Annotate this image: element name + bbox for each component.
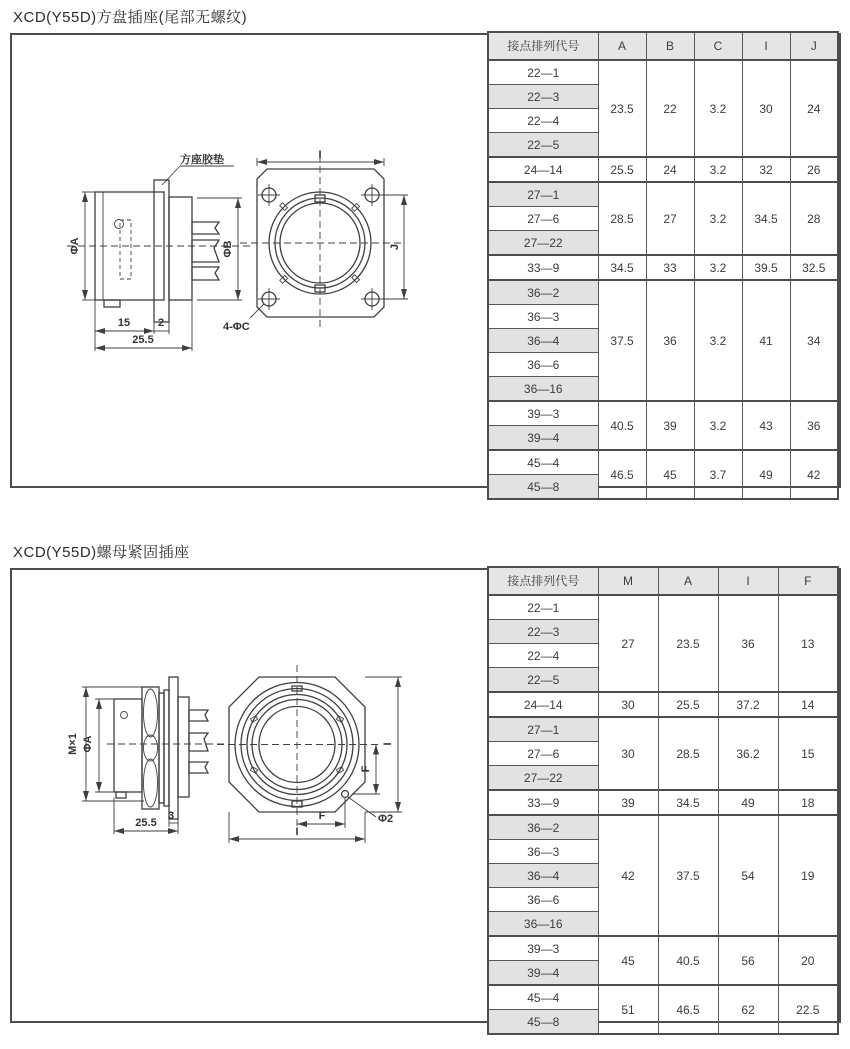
table-row [488, 60, 838, 85]
value-cell: 39 [646, 401, 694, 450]
value-cell: 45 [598, 936, 658, 985]
code-cell: 27—22 [488, 766, 598, 791]
dim-label-3: 3 [167, 810, 175, 822]
value-cell: 37.2 [718, 692, 778, 717]
code-cell: 36—4 [488, 864, 598, 888]
value-cell: 43 [742, 401, 790, 450]
value-cell: 40.5 [658, 936, 718, 985]
value-cell: 3.2 [694, 280, 742, 401]
code-cell: 22—3 [488, 85, 598, 109]
code-cell: 36—16 [488, 377, 598, 402]
value-cell: 46.5 [658, 985, 718, 1034]
table-row [488, 985, 838, 1010]
value-cell: 3.2 [694, 401, 742, 450]
front-view [217, 665, 402, 843]
code-cell: 36—2 [488, 280, 598, 305]
spec-table-square-flange [487, 31, 839, 500]
code-cell: 22—4 [488, 109, 598, 133]
value-cell: 3.2 [694, 60, 742, 157]
code-cell: 36—6 [488, 353, 598, 377]
dim-label-25-5: 25.5 [132, 334, 154, 346]
code-cell: 45—8 [488, 1010, 598, 1035]
value-cell: 34 [790, 280, 838, 401]
dim-label-i: I [318, 149, 322, 161]
dim-label-thread: M×1 [67, 733, 79, 755]
table-row [488, 936, 838, 961]
code-cell: 36—3 [488, 305, 598, 329]
code-cell: 39—3 [488, 936, 598, 961]
value-cell: 37.5 [598, 280, 646, 401]
value-cell: 49 [718, 790, 778, 815]
value-cell: 54 [718, 815, 778, 936]
column-header: C [694, 32, 742, 60]
value-cell: 36.2 [718, 717, 778, 790]
code-cell: 36—6 [488, 888, 598, 912]
value-cell: 28.5 [658, 717, 718, 790]
value-cell: 30 [598, 717, 658, 790]
value-cell: 23.5 [658, 595, 718, 692]
column-header: A [598, 32, 646, 60]
table-header-row [488, 32, 838, 60]
holes-label: 4-ΦC [223, 321, 250, 333]
code-cell: 36—4 [488, 329, 598, 353]
value-cell: 24 [646, 157, 694, 182]
value-cell: 23.5 [598, 60, 646, 157]
value-cell: 28.5 [598, 182, 646, 255]
column-header: J [790, 32, 838, 60]
dim-label-2: 2 [157, 317, 165, 329]
column-header: F [778, 567, 838, 595]
code-cell: 22—5 [488, 133, 598, 158]
column-header: I [742, 32, 790, 60]
code-cell: 36—16 [488, 912, 598, 937]
code-cell: 22—5 [488, 668, 598, 693]
dim-label-f-side: F [360, 765, 372, 773]
table-row [488, 255, 838, 280]
table-header-row [488, 567, 838, 595]
code-cell: 27—1 [488, 717, 598, 742]
code-cell: 22—3 [488, 620, 598, 644]
table-row [488, 692, 838, 717]
value-cell: 26 [790, 157, 838, 182]
value-cell: 22.5 [778, 985, 838, 1034]
value-cell: 27 [598, 595, 658, 692]
dim-label-phi-a: ΦA [82, 735, 94, 753]
code-cell: 39—4 [488, 961, 598, 986]
column-header: M [598, 567, 658, 595]
value-cell: 39.5 [742, 255, 790, 280]
table-row [488, 157, 838, 182]
gasket-label: 方座胶垫 [180, 154, 224, 166]
table-row [488, 450, 838, 475]
value-cell: 51 [598, 985, 658, 1034]
value-cell: 3.2 [694, 182, 742, 255]
value-cell: 62 [718, 985, 778, 1034]
column-header: B [646, 32, 694, 60]
value-cell: 25.5 [658, 692, 718, 717]
value-cell: 34.5 [658, 790, 718, 815]
value-cell: 3.7 [694, 450, 742, 499]
value-cell: 37.5 [658, 815, 718, 936]
code-cell: 27—6 [488, 207, 598, 231]
dim-label-i-bottom: I [295, 826, 299, 838]
code-cell: 24—14 [488, 692, 598, 717]
code-cell: 36—2 [488, 815, 598, 840]
code-cell: 39—4 [488, 426, 598, 451]
spec-table-nut-mount [487, 566, 839, 1035]
value-cell: 39 [598, 790, 658, 815]
dim-label-phi-b: ΦB [222, 240, 234, 258]
value-cell: 41 [742, 280, 790, 401]
column-header: I [718, 567, 778, 595]
column-header-code: 接点排列代号 [488, 32, 598, 60]
table-row [488, 401, 838, 426]
value-cell: 24 [790, 60, 838, 157]
section-title-nut-mount: XCD(Y55D)螺母紧固插座 [13, 544, 190, 561]
section-title-square-flange: XCD(Y55D)方盘插座(尾部无螺纹) [13, 9, 248, 26]
table-row [488, 280, 838, 305]
column-header: A [658, 567, 718, 595]
dim-label-15: 15 [117, 317, 131, 329]
code-cell: 22—4 [488, 644, 598, 668]
value-cell: 45 [646, 450, 694, 499]
side-view [67, 677, 227, 834]
value-cell: 49 [742, 450, 790, 499]
value-cell: 25.5 [598, 157, 646, 182]
code-cell: 22—1 [488, 595, 598, 620]
dim-label-phi-a: ΦA [69, 237, 81, 255]
value-cell: 46.5 [598, 450, 646, 499]
front-view [223, 149, 408, 333]
value-cell: 20 [778, 936, 838, 985]
dim-label-25-5: 25.5 [135, 817, 157, 829]
code-cell: 22—1 [488, 60, 598, 85]
value-cell: 32.5 [790, 255, 838, 280]
table-row [488, 182, 838, 207]
code-cell: 27—22 [488, 231, 598, 256]
column-header-code: 接点排列代号 [488, 567, 598, 595]
value-cell: 33 [646, 255, 694, 280]
value-cell: 30 [598, 692, 658, 717]
value-cell: 14 [778, 692, 838, 717]
code-cell: 27—6 [488, 742, 598, 766]
value-cell: 13 [778, 595, 838, 692]
value-cell: 34.5 [598, 255, 646, 280]
code-cell: 45—8 [488, 475, 598, 500]
value-cell: 32 [742, 157, 790, 182]
value-cell: 30 [742, 60, 790, 157]
value-cell: 36 [718, 595, 778, 692]
code-cell: 45—4 [488, 450, 598, 475]
gasket-hatch [154, 180, 169, 322]
value-cell: 34.5 [742, 182, 790, 255]
value-cell: 18 [778, 790, 838, 815]
value-cell: 56 [718, 936, 778, 985]
dim-label-j: J [389, 243, 401, 251]
value-cell: 36 [790, 401, 838, 450]
value-cell: 27 [646, 182, 694, 255]
code-cell: 24—14 [488, 157, 598, 182]
table-row [488, 717, 838, 742]
code-cell: 33—9 [488, 255, 598, 280]
value-cell: 42 [598, 815, 658, 936]
code-cell: 39—3 [488, 401, 598, 426]
dim-label-i-side: I [382, 742, 394, 746]
value-cell: 22 [646, 60, 694, 157]
value-cell: 42 [790, 450, 838, 499]
value-cell: 40.5 [598, 401, 646, 450]
hole-label-phi2: Φ2 [378, 813, 394, 825]
value-cell: 15 [778, 717, 838, 790]
table-row [488, 790, 838, 815]
code-cell: 36—3 [488, 840, 598, 864]
value-cell: 28 [790, 182, 838, 255]
code-cell: 27—1 [488, 182, 598, 207]
value-cell: 19 [778, 815, 838, 936]
code-cell: 45—4 [488, 985, 598, 1010]
table-row [488, 815, 838, 840]
value-cell: 3.2 [694, 157, 742, 182]
code-cell: 33—9 [488, 790, 598, 815]
table-row [488, 595, 838, 620]
value-cell: 3.2 [694, 255, 742, 280]
dim-label-f-bottom: F [318, 810, 326, 822]
value-cell: 36 [646, 280, 694, 401]
